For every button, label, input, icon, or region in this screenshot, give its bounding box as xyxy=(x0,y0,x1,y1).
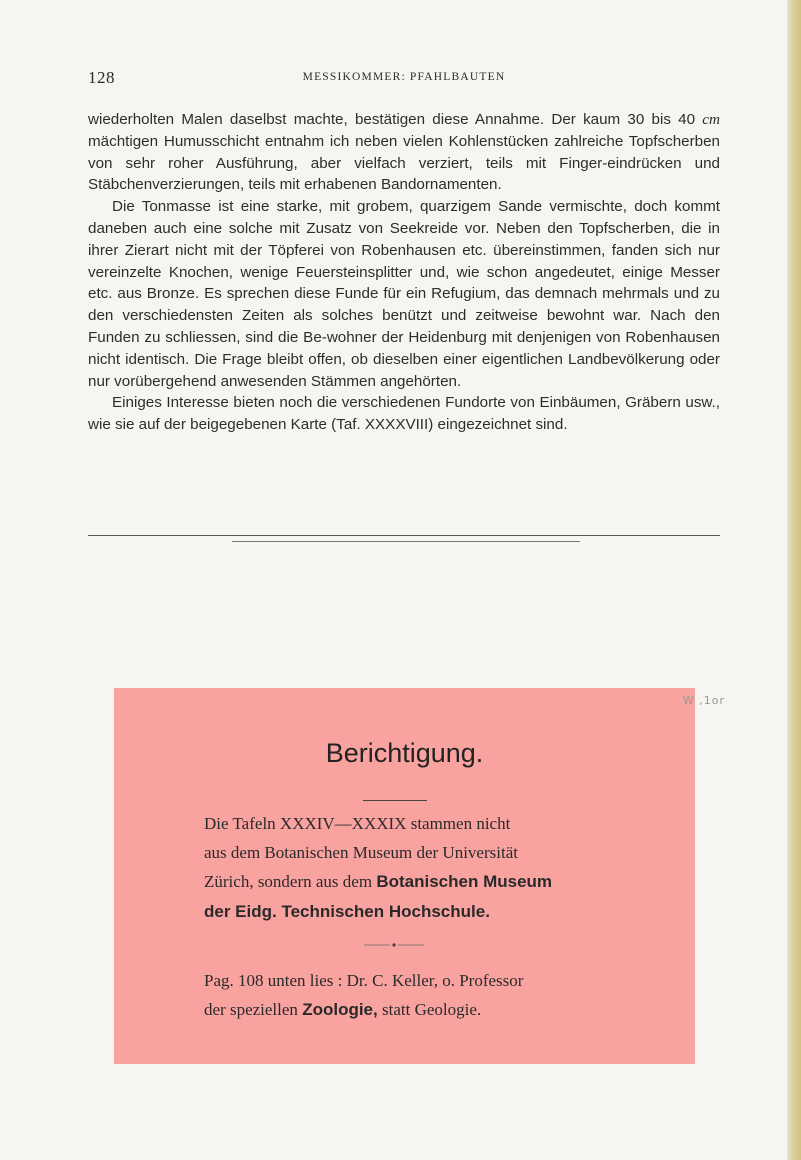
slip-divider-ornament xyxy=(364,942,424,948)
main-text xyxy=(88,109,720,436)
slip-line-1: Die Tafeln XXXIV—XXXIX stammen nicht xyxy=(204,814,511,833)
slip-title: Berichtigung. xyxy=(325,738,484,768)
paragraph-1-end: mächtigen Humusschicht entnahm ich neben vielen Kohlenstücken zahlreiche Topfscherben von sehr roher Ausführung, aber vielfach verziert, teils mit Finger-eindrücken und Stäbchenverzierungen, teils mit erhabenen Bandornamenten. xyxy=(88,132,720,194)
slip-line-5: Pag. 108 unten lies : Dr. C. Keller, o. Professor xyxy=(204,971,524,990)
slip-line-3-text: Zürich, sondern aus dem xyxy=(204,872,377,891)
correction-slip xyxy=(114,688,725,1064)
slip-line-3-bold: Botanischen Museum xyxy=(376,872,553,891)
slip-corner-mark: W ,1or xyxy=(682,694,725,707)
page-header xyxy=(88,68,720,86)
slip-title-rule xyxy=(363,800,427,801)
section-rule-long xyxy=(88,535,720,536)
unit-cm: cm xyxy=(702,111,720,128)
slip-line-6-bold: Zoologie, xyxy=(302,1000,378,1019)
slip-line-6 xyxy=(204,1000,664,1020)
section-rule-short xyxy=(232,541,580,542)
slip-line-4: der Eidg. Technischen Hochschule. xyxy=(204,902,490,921)
paragraph-1 xyxy=(88,109,720,196)
paragraph-1-start: wiederholten Malen daselbst machte, bestätigen diese Annahme. Der kaum 30 bis 40 xyxy=(88,111,703,128)
paragraph-2: Die Tonmasse ist eine starke, mit grobem, quarzigem Sande vermischte, doch kommt daneben auch eine solche mit Zusatz von Seekreide vor. Neben den Topfscherben, die in ihrer Zierart nicht mit der Töpferei von Robenhausen etc. übereinstimmen, fanden sich nur vereinzelte Knochen, wenige Feuersteinsplitter und, wie schon angedeutet, einige Messer etc. aus Bronze. Es sprechen diese Funde für ein Refugium, das demnach mehrmals und zu den verschiedensten Zeiten als solches benützt und zeitweise bewohnt war. Nach den Funden zu schliessen, sind die Be-wohner der Heidenburg mit denjenigen von Robenhausen nicht identisch. Die Frage bleibt offen, ob dieselben einer eigentlichen Landbevölkerung oder nur vorübergehend anwesenden Stämmen angehörten. xyxy=(88,198,720,390)
slip-line-3 xyxy=(204,872,664,892)
slip-line-6-end: statt Geologie. xyxy=(377,1000,482,1019)
slip-line-2: aus dem Botanischen Museum der Universität xyxy=(204,843,518,862)
paragraph-3: Einiges Interesse bieten noch die verschiedenen Fundorte von Einbäumen, Gräbern usw., wie sie auf der beigegebenen Karte (Taf. XXXXVIII) eingezeichnet sind. xyxy=(88,394,720,434)
page-edge xyxy=(787,0,801,1160)
slip-line-6-start: der speziellen xyxy=(204,1000,303,1019)
running-head: MESSIKOMMER: PFAHLBAUTEN xyxy=(302,71,506,83)
page-number: 128 xyxy=(88,68,115,87)
